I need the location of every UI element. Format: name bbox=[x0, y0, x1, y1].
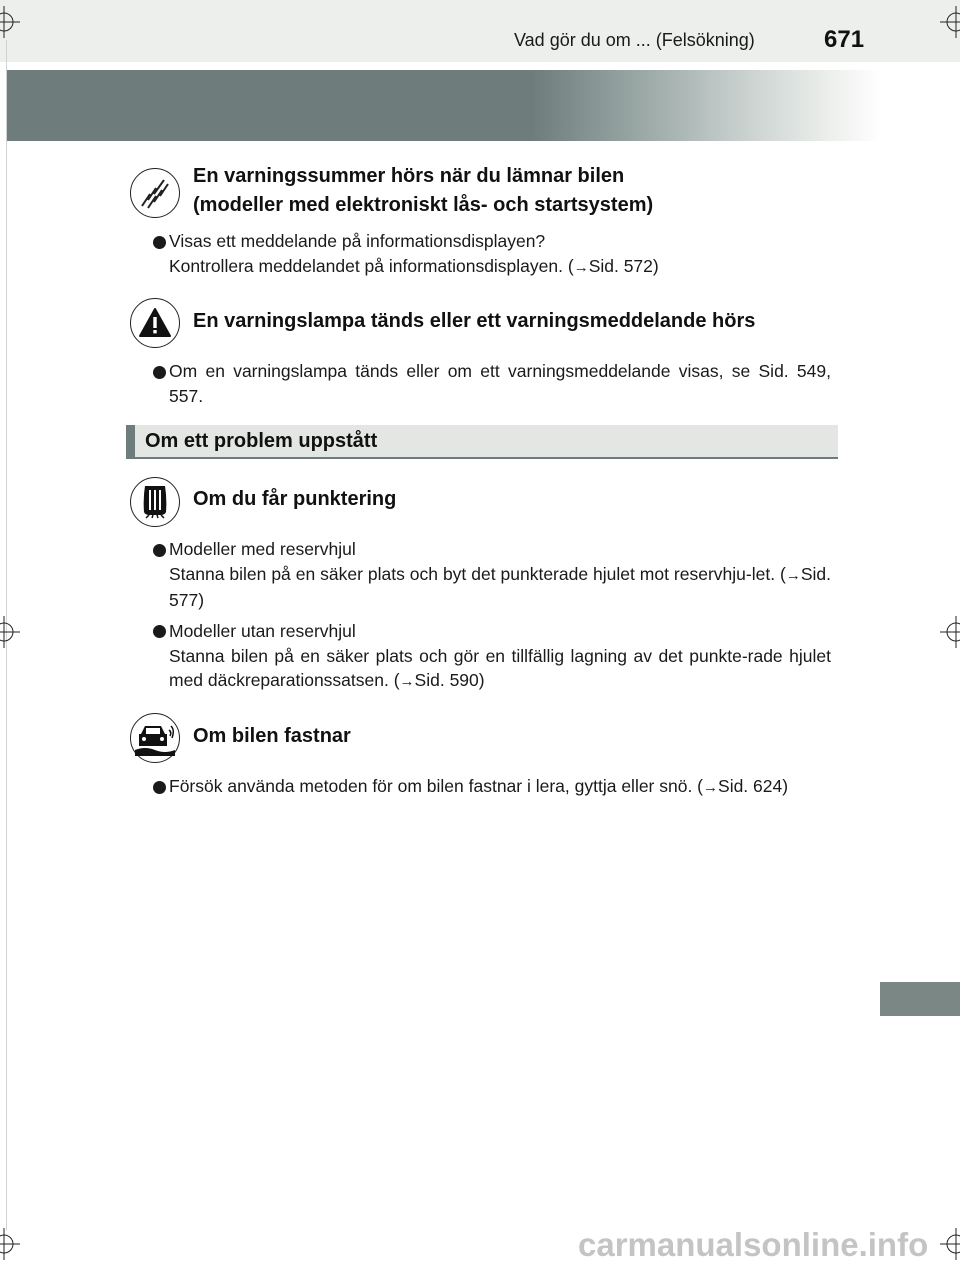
section-heading-warning-lamp: En varningslampa tänds eller ett varningsmeddelande hörs bbox=[193, 310, 756, 332]
page-number: 671 bbox=[824, 26, 865, 53]
bullet-text: Försök använda metoden för om bilen fastnar i lera, gyttja eller snö. (→Sid. 624) bbox=[169, 776, 789, 796]
arrow-icon: → bbox=[703, 779, 719, 796]
bullet-body: Stanna bilen på en säker plats och gör en tillfällig lagning av det punkte-rade hjulet med däckreparationssatsen. (→Sid. 590) bbox=[169, 645, 831, 690]
crop-mark-top-left bbox=[0, 6, 20, 38]
heading-line-2: (modeller med elektroniskt lås- och startsystem) bbox=[193, 194, 654, 216]
crop-mark-top-right bbox=[940, 6, 960, 38]
section-heading-summer bbox=[193, 162, 653, 220]
box-heading-accent bbox=[126, 425, 135, 457]
bullet-dot bbox=[153, 236, 166, 249]
arrow-icon: → bbox=[573, 258, 589, 276]
crop-mark-mid-right bbox=[940, 616, 960, 648]
bullet-dot bbox=[153, 544, 166, 557]
section-title: Vad gör du om ... (Felsökning) bbox=[514, 30, 755, 50]
bullet-title: Modeller med reservhjul bbox=[169, 539, 356, 559]
bullet-line-2: Kontrollera meddelandet på informationsdisplayen. (→Sid. 572) bbox=[169, 255, 659, 276]
bullet-line-1: Visas ett meddelande på informationsdisplayen? bbox=[169, 231, 546, 251]
heading-line-1: En varningssummer hörs när du lämnar bilen bbox=[193, 165, 625, 187]
bullet-dot bbox=[153, 366, 166, 379]
bullet-body: Stanna bilen på en säker plats och byt det punkterade hjulet mot reservhju-let. (→Sid. 577) bbox=[169, 563, 831, 610]
crop-mark-bottom-left bbox=[0, 1228, 20, 1260]
arrow-icon: → bbox=[399, 673, 415, 690]
exclamation-warning-icon bbox=[130, 298, 180, 348]
stuck-car-icon bbox=[130, 713, 180, 763]
bullet-title: Modeller utan reservhjul bbox=[169, 621, 356, 641]
flat-tire-icon bbox=[130, 477, 180, 527]
crop-mark-bottom-right bbox=[940, 1228, 960, 1260]
bullet-text bbox=[169, 537, 831, 613]
bullet-text bbox=[169, 229, 831, 280]
bullet-text bbox=[169, 619, 831, 695]
bullet-text: Om en varningslampa tänds eller om ett varningsmeddelande visas, se Sid. 549, 557. bbox=[169, 361, 831, 406]
box-heading-label: Om ett problem uppstått bbox=[145, 430, 378, 452]
arrow-icon: → bbox=[785, 566, 801, 584]
crop-mark-mid-left bbox=[0, 616, 20, 648]
bullet-dot bbox=[153, 625, 166, 638]
subsection-heading-stuck-car: Om bilen fastnar bbox=[193, 725, 351, 747]
watermark: carmanualsonline.info bbox=[578, 1226, 929, 1263]
box-heading bbox=[126, 425, 838, 459]
electric-shock-warning-icon bbox=[130, 168, 180, 218]
subsection-heading-flat-tire: Om du får punktering bbox=[193, 488, 397, 510]
bullet-dot bbox=[153, 781, 166, 794]
